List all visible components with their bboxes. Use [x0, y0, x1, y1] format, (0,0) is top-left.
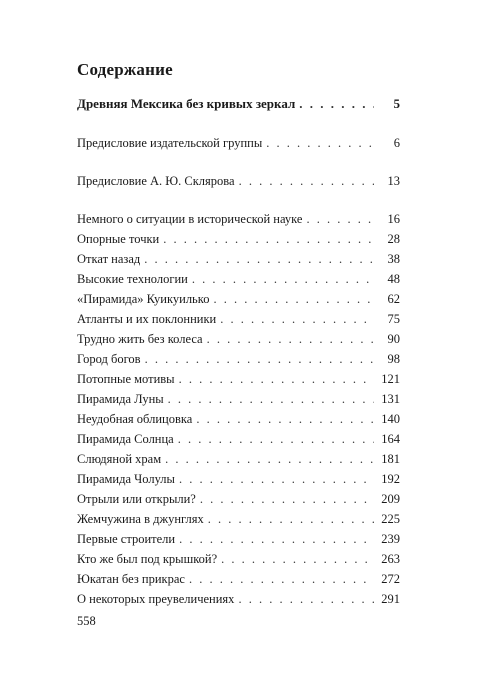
toc-entry-page: 164: [381, 432, 400, 446]
toc-entry-page: 192: [381, 472, 400, 486]
dot-leader: [189, 572, 374, 587]
toc-entry-page: 98: [387, 352, 400, 366]
dot-leader: [238, 592, 374, 607]
toc-entry-page: 239: [381, 532, 400, 546]
dot-leader: [239, 174, 374, 189]
page-number: 558: [77, 614, 96, 628]
toc-entry-page: 225: [381, 512, 400, 526]
toc-entry-page: 75: [387, 312, 400, 326]
toc-entry-page: 16: [387, 212, 400, 226]
dot-leader: [179, 532, 374, 547]
toc-entry-label: О некоторых преувеличениях: [77, 592, 235, 606]
toc-entry-label: Первые строители: [77, 532, 176, 546]
toc-entry-page: 13: [387, 174, 400, 188]
dot-leader: [207, 332, 374, 347]
toc-entry-page: 48: [387, 272, 400, 286]
toc-entry-page: 140: [381, 412, 400, 426]
toc-entry-label: «Пирамида» Куикуилько: [77, 292, 210, 306]
toc-entry: [77, 452, 400, 472]
dot-leader: [208, 512, 374, 527]
dot-leader: [192, 272, 374, 287]
toc-entry: [77, 472, 400, 492]
toc-entry: [77, 136, 400, 156]
toc-entry: [77, 392, 400, 412]
toc-entry-page: 272: [381, 572, 400, 586]
toc-entry: [77, 492, 400, 512]
toc-entry-page: 6: [393, 136, 400, 150]
toc-title: Содержание: [77, 60, 173, 79]
toc-entry-page: 90: [387, 332, 400, 346]
toc-entry: [77, 252, 400, 272]
dot-leader: [220, 312, 374, 327]
toc-entry: [77, 292, 400, 312]
toc-entry-page: 181: [381, 452, 400, 466]
toc-entry-label: Предисловие издательской группы: [77, 136, 263, 150]
dot-leader: [306, 212, 374, 227]
toc-entry: [77, 212, 400, 232]
toc-entry: [77, 332, 400, 352]
toc-entry-label: Отрыли или открыли?: [77, 492, 196, 506]
toc-entry-label: Потопные мотивы: [77, 372, 175, 386]
toc-entry-page: 38: [387, 252, 400, 266]
toc-entry-label: Откат назад: [77, 252, 141, 266]
toc-entry: [77, 232, 400, 252]
dot-leader: [178, 432, 374, 447]
toc-entry-label: Опорные точки: [77, 232, 160, 246]
dot-leader: [163, 232, 374, 247]
dot-leader: [196, 412, 374, 427]
toc-entry-page: 263: [381, 552, 400, 566]
dot-leader: [179, 472, 374, 487]
toc-entry-page: 62: [387, 292, 400, 306]
toc-entry-label: Кто же был под крышкой?: [77, 552, 218, 566]
toc-entry-page: 5: [393, 96, 400, 111]
toc-entry-page: 121: [381, 372, 400, 386]
toc-entry: [77, 512, 400, 532]
toc-entry: [77, 272, 400, 292]
toc-entry-page: 28: [387, 232, 400, 246]
toc-entry-page: 131: [381, 392, 400, 406]
toc-entry-label: Слюдяной храм: [77, 452, 162, 466]
toc-entry: [77, 532, 400, 552]
toc-entry: [77, 572, 400, 592]
toc-entry-label: Трудно жить без колеса: [77, 332, 203, 346]
toc-entry-label: Юкатан без прикрас: [77, 572, 185, 586]
dot-leader: [179, 372, 374, 387]
toc-entry-label: Город богов: [77, 352, 141, 366]
dot-leader: [213, 292, 374, 307]
dot-leader: [221, 552, 374, 567]
toc-entry: [77, 96, 400, 116]
toc-entry-label: Неудобная облицовка: [77, 412, 193, 426]
toc-entry-label: Жемчужина в джунглях: [77, 512, 204, 526]
toc-entry-page: 209: [381, 492, 400, 506]
dot-leader: [144, 252, 374, 267]
dot-leader: [165, 452, 374, 467]
toc-entry-label: Немного о ситуации в исторической науке: [77, 212, 303, 226]
toc-entry-label: Атланты и их поклонники: [77, 312, 217, 326]
toc-entry-label: Древняя Мексика без кривых зеркал: [77, 96, 296, 111]
dot-leader: [145, 352, 374, 367]
toc-entry: [77, 592, 400, 612]
toc-entry: [77, 372, 400, 392]
dot-leader: [266, 136, 374, 151]
toc-entry-label: Пирамида Солнца: [77, 432, 174, 446]
toc-entry-label: Пирамида Чолулы: [77, 472, 175, 486]
toc-entry-label: Предисловие А. Ю. Склярова: [77, 174, 235, 188]
toc-entry: [77, 352, 400, 372]
toc-entry-page: 291: [381, 592, 400, 606]
toc-entry: [77, 432, 400, 452]
dot-leader: [299, 96, 374, 112]
dot-leader: [200, 492, 374, 507]
toc-entry: [77, 412, 400, 432]
toc-entry: [77, 174, 400, 194]
toc-entry: [77, 552, 400, 572]
toc-entry-label: Высокие технологии: [77, 272, 188, 286]
dot-leader: [168, 392, 374, 407]
toc-entry-label: Пирамида Луны: [77, 392, 164, 406]
toc-entry: [77, 312, 400, 332]
